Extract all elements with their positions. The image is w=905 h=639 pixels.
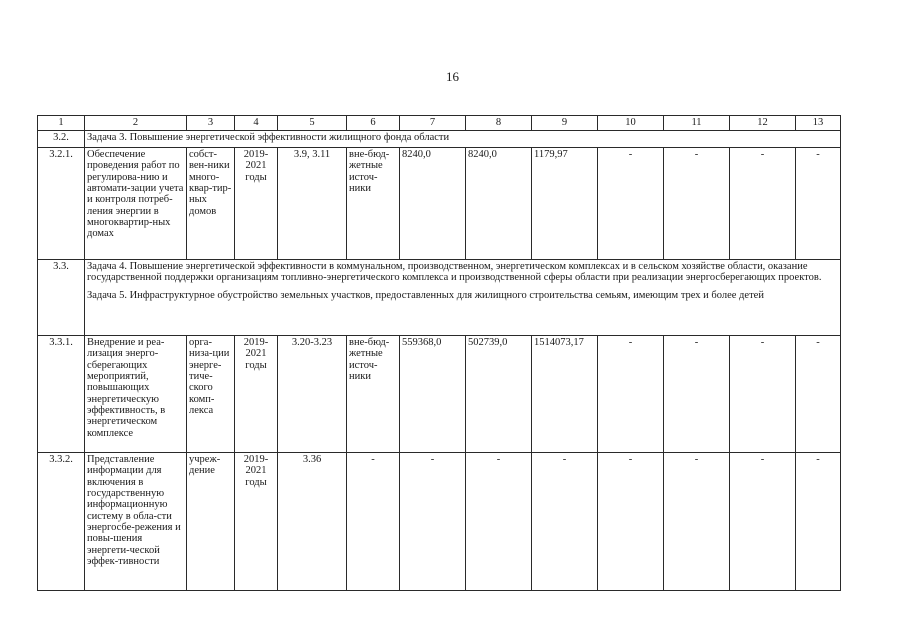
header-cell: 13: [796, 116, 841, 131]
indicator: 3.9, 3.11: [278, 148, 347, 260]
period: 2019-2021 годы: [235, 453, 278, 591]
header-cell: 10: [598, 116, 664, 131]
value-col13: -: [796, 148, 841, 260]
measure-name: Обеспечение проведения работ по регулирова-нию и автомати-зации учета и контроля потреб-ления энергии в многоквартир-ных домах: [85, 148, 187, 260]
value-col9: 1179,97: [532, 148, 598, 260]
header-cell: 6: [347, 116, 400, 131]
executor: учреж-дение: [187, 453, 235, 591]
header-cell: 8: [466, 116, 532, 131]
value-col12: -: [730, 453, 796, 591]
section-row-3-3: [38, 260, 841, 336]
section-row-3-2: [38, 131, 841, 148]
value-col11: -: [664, 453, 730, 591]
indicator: 3.20-3.23: [278, 336, 347, 453]
value-col13: -: [796, 453, 841, 591]
section-number: 3.2.: [38, 131, 85, 148]
value-col10: -: [598, 453, 664, 591]
program-table: [37, 115, 841, 591]
executor: собст-вен-ники много-квар-тир-ных домов: [187, 148, 235, 260]
value-col12: -: [730, 336, 796, 453]
period: 2019-2021 годы: [235, 336, 278, 453]
row-number: 3.2.1.: [38, 148, 85, 260]
header-cell: 4: [235, 116, 278, 131]
task-5-text: Задача 5. Инфраструктурное обустройство земельных участков, предоставленных для жилищного строительства семьям, имеющим трех и более детей: [87, 289, 764, 301]
header-cell: 3: [187, 116, 235, 131]
row-number: 3.3.2.: [38, 453, 85, 591]
executor: орга-низа-ции энерге-тиче-ского комп-лекса: [187, 336, 235, 453]
section-title: Задача 3. Повышение энергетической эффективности жилищного фонда области: [85, 131, 841, 148]
indicator: 3.36: [278, 453, 347, 591]
value-col8: 502739,0: [466, 336, 532, 453]
value-col11: -: [664, 148, 730, 260]
funding-source: вне-бюд-жетные источ-ники: [347, 336, 400, 453]
header-cell: 9: [532, 116, 598, 131]
value-col13: -: [796, 336, 841, 453]
section-number: 3.3.: [38, 260, 85, 336]
section-tasks: [85, 260, 841, 336]
value-col7: -: [400, 453, 466, 591]
funding-source: -: [347, 453, 400, 591]
header-cell: 2: [85, 116, 187, 131]
value-col7: 559368,0: [400, 336, 466, 453]
value-col11: -: [664, 336, 730, 453]
row-number: 3.3.1.: [38, 336, 85, 453]
measure-name: Внедрение и реа-лизация энерго-сберегающих мероприятий, повышающих энергетическую эффективность, в энергетическом комплексе: [85, 336, 187, 453]
period: 2019-2021 годы: [235, 148, 278, 260]
value-col8: 8240,0: [466, 148, 532, 260]
value-col9: -: [532, 453, 598, 591]
header-cell: 5: [278, 116, 347, 131]
table-row: [38, 336, 841, 453]
value-col8: -: [466, 453, 532, 591]
header-cell: 7: [400, 116, 466, 131]
value-col9: 1514073,17: [532, 336, 598, 453]
page-number: 16: [446, 69, 459, 84]
header-cell: 11: [664, 116, 730, 131]
funding-source: вне-бюд-жетные источ-ники: [347, 148, 400, 260]
value-col10: -: [598, 148, 664, 260]
task-4-text: Задача 4. Повышение энергетической эффективности в коммунальном, производственном, энергетическом комплексах и в сельском хозяйстве области, оказание государственной поддержки организациям топливно-энергетического комплекса и производственной сферы области при реализации энергосберегающих проектов.: [87, 261, 822, 284]
table-row: [38, 453, 841, 591]
table-row: [38, 148, 841, 260]
value-col7: 8240,0: [400, 148, 466, 260]
header-cell: 1: [38, 116, 85, 131]
header-row: [38, 116, 841, 131]
value-col10: -: [598, 336, 664, 453]
value-col12: -: [730, 148, 796, 260]
header-cell: 12: [730, 116, 796, 131]
measure-name: Представление информации для включения в государственную информационную систему в обла-сти энергосбе-режения и повы-шения энергети-ческой эффек-тивности: [85, 453, 187, 591]
